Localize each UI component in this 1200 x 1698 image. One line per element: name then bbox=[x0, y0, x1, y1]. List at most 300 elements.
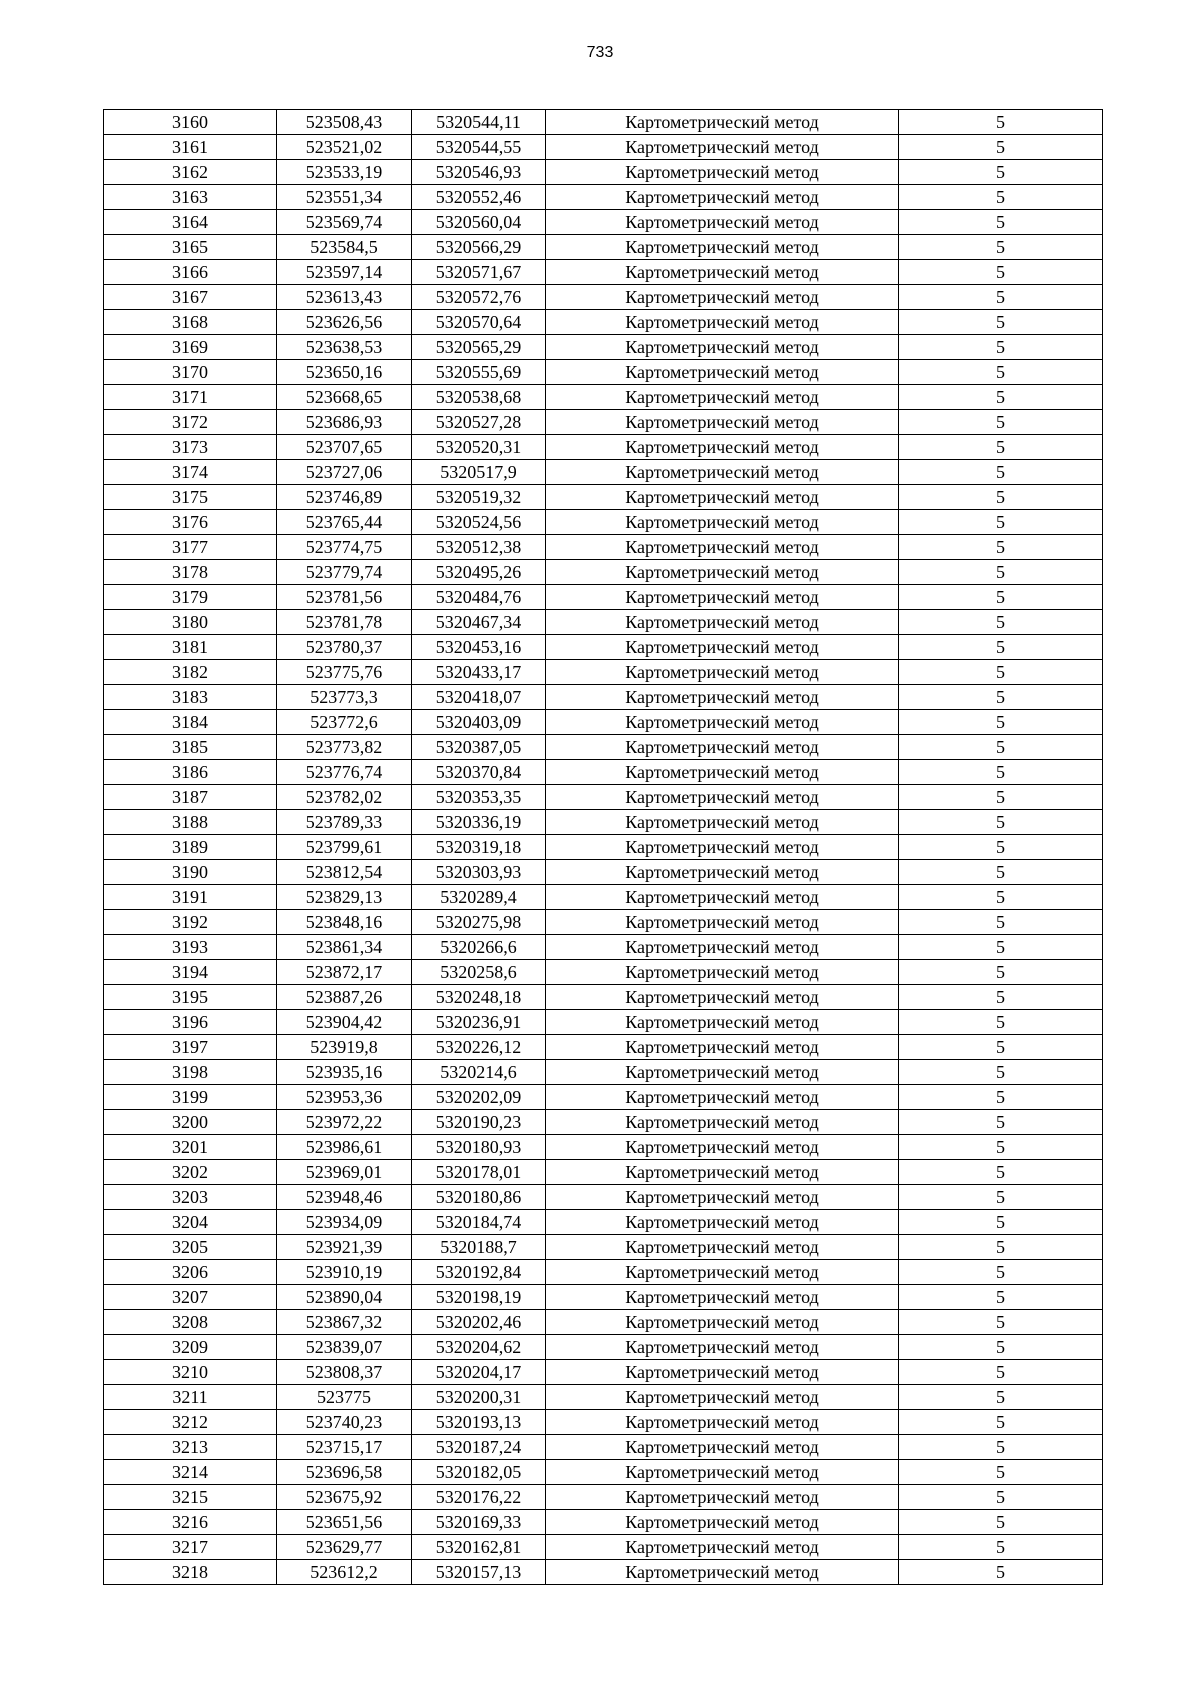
y-coordinate-cell: 5320495,26 bbox=[412, 560, 546, 585]
point-number-cell: 3181 bbox=[104, 635, 277, 660]
point-number-cell: 3170 bbox=[104, 360, 277, 385]
table-row bbox=[104, 1385, 1103, 1410]
method-cell: Картометрический метод bbox=[546, 135, 899, 160]
x-coordinate-cell: 523569,74 bbox=[277, 210, 412, 235]
method-cell: Картометрический метод bbox=[546, 335, 899, 360]
accuracy-cell: 5 bbox=[899, 810, 1103, 835]
table-row bbox=[104, 635, 1103, 660]
x-coordinate-cell: 523969,01 bbox=[277, 1160, 412, 1185]
table-row bbox=[104, 985, 1103, 1010]
accuracy-cell: 5 bbox=[899, 135, 1103, 160]
y-coordinate-cell: 5320570,64 bbox=[412, 310, 546, 335]
method-cell: Картометрический метод bbox=[546, 1285, 899, 1310]
y-coordinate-cell: 5320248,18 bbox=[412, 985, 546, 1010]
point-number-cell: 3210 bbox=[104, 1360, 277, 1385]
table-row bbox=[104, 1110, 1103, 1135]
point-number-cell: 3164 bbox=[104, 210, 277, 235]
x-coordinate-cell: 523867,32 bbox=[277, 1310, 412, 1335]
accuracy-cell: 5 bbox=[899, 1110, 1103, 1135]
y-coordinate-cell: 5320202,46 bbox=[412, 1310, 546, 1335]
y-coordinate-cell: 5320527,28 bbox=[412, 410, 546, 435]
x-coordinate-cell: 523780,37 bbox=[277, 635, 412, 660]
y-coordinate-cell: 5320214,6 bbox=[412, 1060, 546, 1085]
method-cell: Картометрический метод bbox=[546, 1560, 899, 1585]
x-coordinate-cell: 523972,22 bbox=[277, 1110, 412, 1135]
x-coordinate-cell: 523651,56 bbox=[277, 1510, 412, 1535]
table-row bbox=[104, 1310, 1103, 1335]
accuracy-cell: 5 bbox=[899, 610, 1103, 635]
point-number-cell: 3200 bbox=[104, 1110, 277, 1135]
point-number-cell: 3199 bbox=[104, 1085, 277, 1110]
x-coordinate-cell: 523953,36 bbox=[277, 1085, 412, 1110]
method-cell: Картометрический метод bbox=[546, 760, 899, 785]
point-number-cell: 3166 bbox=[104, 260, 277, 285]
method-cell: Картометрический метод bbox=[546, 1135, 899, 1160]
y-coordinate-cell: 5320200,31 bbox=[412, 1385, 546, 1410]
table-row bbox=[104, 335, 1103, 360]
x-coordinate-cell: 523789,33 bbox=[277, 810, 412, 835]
accuracy-cell: 5 bbox=[899, 1085, 1103, 1110]
y-coordinate-cell: 5320453,16 bbox=[412, 635, 546, 660]
y-coordinate-cell: 5320519,32 bbox=[412, 485, 546, 510]
x-coordinate-cell: 523668,65 bbox=[277, 385, 412, 410]
accuracy-cell: 5 bbox=[899, 685, 1103, 710]
table-row bbox=[104, 1060, 1103, 1085]
point-number-cell: 3184 bbox=[104, 710, 277, 735]
table-row bbox=[104, 1135, 1103, 1160]
y-coordinate-cell: 5320565,29 bbox=[412, 335, 546, 360]
table-row bbox=[104, 360, 1103, 385]
method-cell: Картометрический метод bbox=[546, 1210, 899, 1235]
table-row bbox=[104, 1485, 1103, 1510]
accuracy-cell: 5 bbox=[899, 935, 1103, 960]
point-number-cell: 3202 bbox=[104, 1160, 277, 1185]
point-number-cell: 3177 bbox=[104, 535, 277, 560]
table-row bbox=[104, 160, 1103, 185]
point-number-cell: 3169 bbox=[104, 335, 277, 360]
y-coordinate-cell: 5320303,93 bbox=[412, 860, 546, 885]
x-coordinate-cell: 523986,61 bbox=[277, 1135, 412, 1160]
method-cell: Картометрический метод bbox=[546, 435, 899, 460]
method-cell: Картометрический метод bbox=[546, 1485, 899, 1510]
x-coordinate-cell: 523686,93 bbox=[277, 410, 412, 435]
point-number-cell: 3194 bbox=[104, 960, 277, 985]
table-row bbox=[104, 385, 1103, 410]
accuracy-cell: 5 bbox=[899, 1510, 1103, 1535]
x-coordinate-cell: 523781,56 bbox=[277, 585, 412, 610]
method-cell: Картометрический метод bbox=[546, 385, 899, 410]
accuracy-cell: 5 bbox=[899, 410, 1103, 435]
y-coordinate-cell: 5320560,04 bbox=[412, 210, 546, 235]
accuracy-cell: 5 bbox=[899, 1060, 1103, 1085]
point-number-cell: 3209 bbox=[104, 1335, 277, 1360]
x-coordinate-cell: 523551,34 bbox=[277, 185, 412, 210]
x-coordinate-cell: 523772,6 bbox=[277, 710, 412, 735]
method-cell: Картометрический метод bbox=[546, 585, 899, 610]
table-row bbox=[104, 1435, 1103, 1460]
y-coordinate-cell: 5320162,81 bbox=[412, 1535, 546, 1560]
y-coordinate-cell: 5320566,29 bbox=[412, 235, 546, 260]
table-row bbox=[104, 960, 1103, 985]
table-row bbox=[104, 535, 1103, 560]
point-number-cell: 3216 bbox=[104, 1510, 277, 1535]
y-coordinate-cell: 5320157,13 bbox=[412, 1560, 546, 1585]
accuracy-cell: 5 bbox=[899, 885, 1103, 910]
table-row bbox=[104, 1410, 1103, 1435]
accuracy-cell: 5 bbox=[899, 335, 1103, 360]
method-cell: Картометрический метод bbox=[546, 1035, 899, 1060]
accuracy-cell: 5 bbox=[899, 260, 1103, 285]
y-coordinate-cell: 5320517,9 bbox=[412, 460, 546, 485]
table-row bbox=[104, 785, 1103, 810]
coordinates-table-body bbox=[104, 110, 1103, 1585]
method-cell: Картометрический метод bbox=[546, 285, 899, 310]
accuracy-cell: 5 bbox=[899, 960, 1103, 985]
table-row bbox=[104, 710, 1103, 735]
accuracy-cell: 5 bbox=[899, 235, 1103, 260]
accuracy-cell: 5 bbox=[899, 285, 1103, 310]
table-row bbox=[104, 660, 1103, 685]
x-coordinate-cell: 523773,3 bbox=[277, 685, 412, 710]
table-row bbox=[104, 1085, 1103, 1110]
point-number-cell: 3197 bbox=[104, 1035, 277, 1060]
x-coordinate-cell: 523782,02 bbox=[277, 785, 412, 810]
y-coordinate-cell: 5320353,35 bbox=[412, 785, 546, 810]
method-cell: Картометрический метод bbox=[546, 1185, 899, 1210]
x-coordinate-cell: 523779,74 bbox=[277, 560, 412, 585]
method-cell: Картометрический метод bbox=[546, 1435, 899, 1460]
table-row bbox=[104, 310, 1103, 335]
x-coordinate-cell: 523675,92 bbox=[277, 1485, 412, 1510]
table-row bbox=[104, 260, 1103, 285]
y-coordinate-cell: 5320555,69 bbox=[412, 360, 546, 385]
accuracy-cell: 5 bbox=[899, 1460, 1103, 1485]
accuracy-cell: 5 bbox=[899, 1560, 1103, 1585]
table-row bbox=[104, 1335, 1103, 1360]
point-number-cell: 3174 bbox=[104, 460, 277, 485]
table-row bbox=[104, 860, 1103, 885]
y-coordinate-cell: 5320512,38 bbox=[412, 535, 546, 560]
point-number-cell: 3175 bbox=[104, 485, 277, 510]
x-coordinate-cell: 523584,5 bbox=[277, 235, 412, 260]
method-cell: Картометрический метод bbox=[546, 535, 899, 560]
y-coordinate-cell: 5320184,74 bbox=[412, 1210, 546, 1235]
y-coordinate-cell: 5320180,86 bbox=[412, 1185, 546, 1210]
x-coordinate-cell: 523597,14 bbox=[277, 260, 412, 285]
method-cell: Картометрический метод bbox=[546, 1235, 899, 1260]
y-coordinate-cell: 5320192,84 bbox=[412, 1260, 546, 1285]
x-coordinate-cell: 523727,06 bbox=[277, 460, 412, 485]
method-cell: Картометрический метод bbox=[546, 1085, 899, 1110]
point-number-cell: 3204 bbox=[104, 1210, 277, 1235]
method-cell: Картометрический метод bbox=[546, 1260, 899, 1285]
method-cell: Картометрический метод bbox=[546, 810, 899, 835]
method-cell: Картометрический метод bbox=[546, 685, 899, 710]
point-number-cell: 3206 bbox=[104, 1260, 277, 1285]
y-coordinate-cell: 5320202,09 bbox=[412, 1085, 546, 1110]
point-number-cell: 3167 bbox=[104, 285, 277, 310]
y-coordinate-cell: 5320370,84 bbox=[412, 760, 546, 785]
accuracy-cell: 5 bbox=[899, 1335, 1103, 1360]
point-number-cell: 3213 bbox=[104, 1435, 277, 1460]
method-cell: Картометрический метод bbox=[546, 1335, 899, 1360]
point-number-cell: 3198 bbox=[104, 1060, 277, 1085]
accuracy-cell: 5 bbox=[899, 560, 1103, 585]
accuracy-cell: 5 bbox=[899, 860, 1103, 885]
table-row bbox=[104, 685, 1103, 710]
x-coordinate-cell: 523935,16 bbox=[277, 1060, 412, 1085]
y-coordinate-cell: 5320403,09 bbox=[412, 710, 546, 735]
table-row bbox=[104, 1260, 1103, 1285]
method-cell: Картометрический метод bbox=[546, 1510, 899, 1535]
accuracy-cell: 5 bbox=[899, 210, 1103, 235]
y-coordinate-cell: 5320198,19 bbox=[412, 1285, 546, 1310]
point-number-cell: 3201 bbox=[104, 1135, 277, 1160]
x-coordinate-cell: 523533,19 bbox=[277, 160, 412, 185]
x-coordinate-cell: 523775 bbox=[277, 1385, 412, 1410]
accuracy-cell: 5 bbox=[899, 185, 1103, 210]
point-number-cell: 3193 bbox=[104, 935, 277, 960]
table-row bbox=[104, 460, 1103, 485]
table-row bbox=[104, 1460, 1103, 1485]
x-coordinate-cell: 523812,54 bbox=[277, 860, 412, 885]
method-cell: Картометрический метод bbox=[546, 735, 899, 760]
x-coordinate-cell: 523872,17 bbox=[277, 960, 412, 985]
point-number-cell: 3208 bbox=[104, 1310, 277, 1335]
x-coordinate-cell: 523521,02 bbox=[277, 135, 412, 160]
point-number-cell: 3173 bbox=[104, 435, 277, 460]
y-coordinate-cell: 5320546,93 bbox=[412, 160, 546, 185]
table-row bbox=[104, 810, 1103, 835]
point-number-cell: 3185 bbox=[104, 735, 277, 760]
y-coordinate-cell: 5320520,31 bbox=[412, 435, 546, 460]
method-cell: Картометрический метод bbox=[546, 910, 899, 935]
table-row bbox=[104, 135, 1103, 160]
table-row bbox=[104, 910, 1103, 935]
accuracy-cell: 5 bbox=[899, 435, 1103, 460]
method-cell: Картометрический метод bbox=[546, 985, 899, 1010]
x-coordinate-cell: 523934,09 bbox=[277, 1210, 412, 1235]
y-coordinate-cell: 5320182,05 bbox=[412, 1460, 546, 1485]
accuracy-cell: 5 bbox=[899, 1410, 1103, 1435]
method-cell: Картометрический метод bbox=[546, 1410, 899, 1435]
point-number-cell: 3176 bbox=[104, 510, 277, 535]
method-cell: Картометрический метод bbox=[546, 185, 899, 210]
table-row bbox=[104, 1035, 1103, 1060]
x-coordinate-cell: 523887,26 bbox=[277, 985, 412, 1010]
accuracy-cell: 5 bbox=[899, 710, 1103, 735]
x-coordinate-cell: 523776,74 bbox=[277, 760, 412, 785]
x-coordinate-cell: 523775,76 bbox=[277, 660, 412, 685]
accuracy-cell: 5 bbox=[899, 835, 1103, 860]
y-coordinate-cell: 5320169,33 bbox=[412, 1510, 546, 1535]
method-cell: Картометрический метод bbox=[546, 785, 899, 810]
table-row bbox=[104, 1210, 1103, 1235]
table-row bbox=[104, 1535, 1103, 1560]
accuracy-cell: 5 bbox=[899, 1360, 1103, 1385]
table-row bbox=[104, 485, 1103, 510]
table-row bbox=[104, 885, 1103, 910]
y-coordinate-cell: 5320319,18 bbox=[412, 835, 546, 860]
method-cell: Картометрический метод bbox=[546, 960, 899, 985]
y-coordinate-cell: 5320467,34 bbox=[412, 610, 546, 635]
method-cell: Картометрический метод bbox=[546, 260, 899, 285]
x-coordinate-cell: 523808,37 bbox=[277, 1360, 412, 1385]
accuracy-cell: 5 bbox=[899, 1035, 1103, 1060]
y-coordinate-cell: 5320187,24 bbox=[412, 1435, 546, 1460]
method-cell: Картометрический метод bbox=[546, 635, 899, 660]
x-coordinate-cell: 523839,07 bbox=[277, 1335, 412, 1360]
table-row bbox=[104, 435, 1103, 460]
accuracy-cell: 5 bbox=[899, 310, 1103, 335]
x-coordinate-cell: 523715,17 bbox=[277, 1435, 412, 1460]
accuracy-cell: 5 bbox=[899, 160, 1103, 185]
table-row bbox=[104, 1160, 1103, 1185]
point-number-cell: 3212 bbox=[104, 1410, 277, 1435]
y-coordinate-cell: 5320484,76 bbox=[412, 585, 546, 610]
y-coordinate-cell: 5320289,4 bbox=[412, 885, 546, 910]
method-cell: Картометрический метод bbox=[546, 1535, 899, 1560]
y-coordinate-cell: 5320258,6 bbox=[412, 960, 546, 985]
y-coordinate-cell: 5320538,68 bbox=[412, 385, 546, 410]
x-coordinate-cell: 523638,53 bbox=[277, 335, 412, 360]
accuracy-cell: 5 bbox=[899, 660, 1103, 685]
accuracy-cell: 5 bbox=[899, 1210, 1103, 1235]
method-cell: Картометрический метод bbox=[546, 1310, 899, 1335]
accuracy-cell: 5 bbox=[899, 460, 1103, 485]
y-coordinate-cell: 5320188,7 bbox=[412, 1235, 546, 1260]
point-number-cell: 3186 bbox=[104, 760, 277, 785]
y-coordinate-cell: 5320544,55 bbox=[412, 135, 546, 160]
x-coordinate-cell: 523650,16 bbox=[277, 360, 412, 385]
method-cell: Картометрический метод bbox=[546, 485, 899, 510]
coordinates-table bbox=[103, 109, 1103, 1585]
table-row bbox=[104, 585, 1103, 610]
table-row bbox=[104, 610, 1103, 635]
point-number-cell: 3178 bbox=[104, 560, 277, 585]
point-number-cell: 3217 bbox=[104, 1535, 277, 1560]
method-cell: Картометрический метод bbox=[546, 860, 899, 885]
accuracy-cell: 5 bbox=[899, 585, 1103, 610]
point-number-cell: 3162 bbox=[104, 160, 277, 185]
x-coordinate-cell: 523629,77 bbox=[277, 1535, 412, 1560]
x-coordinate-cell: 523508,43 bbox=[277, 110, 412, 135]
method-cell: Картометрический метод bbox=[546, 935, 899, 960]
accuracy-cell: 5 bbox=[899, 1260, 1103, 1285]
table-row bbox=[104, 285, 1103, 310]
x-coordinate-cell: 523948,46 bbox=[277, 1185, 412, 1210]
accuracy-cell: 5 bbox=[899, 485, 1103, 510]
x-coordinate-cell: 523781,78 bbox=[277, 610, 412, 635]
method-cell: Картометрический метод bbox=[546, 610, 899, 635]
x-coordinate-cell: 523910,19 bbox=[277, 1260, 412, 1285]
accuracy-cell: 5 bbox=[899, 1135, 1103, 1160]
x-coordinate-cell: 523904,42 bbox=[277, 1010, 412, 1035]
point-number-cell: 3165 bbox=[104, 235, 277, 260]
point-number-cell: 3205 bbox=[104, 1235, 277, 1260]
accuracy-cell: 5 bbox=[899, 1535, 1103, 1560]
point-number-cell: 3203 bbox=[104, 1185, 277, 1210]
x-coordinate-cell: 523861,34 bbox=[277, 935, 412, 960]
point-number-cell: 3160 bbox=[104, 110, 277, 135]
method-cell: Картометрический метод bbox=[546, 510, 899, 535]
x-coordinate-cell: 523848,16 bbox=[277, 910, 412, 935]
method-cell: Картометрический метод bbox=[546, 1160, 899, 1185]
table-row bbox=[104, 760, 1103, 785]
x-coordinate-cell: 523890,04 bbox=[277, 1285, 412, 1310]
table-row bbox=[104, 235, 1103, 260]
accuracy-cell: 5 bbox=[899, 1235, 1103, 1260]
y-coordinate-cell: 5320418,07 bbox=[412, 685, 546, 710]
y-coordinate-cell: 5320236,91 bbox=[412, 1010, 546, 1035]
accuracy-cell: 5 bbox=[899, 735, 1103, 760]
point-number-cell: 3172 bbox=[104, 410, 277, 435]
y-coordinate-cell: 5320190,23 bbox=[412, 1110, 546, 1135]
table-row bbox=[104, 1185, 1103, 1210]
accuracy-cell: 5 bbox=[899, 985, 1103, 1010]
point-number-cell: 3218 bbox=[104, 1560, 277, 1585]
accuracy-cell: 5 bbox=[899, 635, 1103, 660]
x-coordinate-cell: 523919,8 bbox=[277, 1035, 412, 1060]
x-coordinate-cell: 523799,61 bbox=[277, 835, 412, 860]
method-cell: Картометрический метод bbox=[546, 210, 899, 235]
y-coordinate-cell: 5320275,98 bbox=[412, 910, 546, 935]
y-coordinate-cell: 5320544,11 bbox=[412, 110, 546, 135]
accuracy-cell: 5 bbox=[899, 1485, 1103, 1510]
y-coordinate-cell: 5320266,6 bbox=[412, 935, 546, 960]
y-coordinate-cell: 5320178,01 bbox=[412, 1160, 546, 1185]
method-cell: Картометрический метод bbox=[546, 1385, 899, 1410]
table-row bbox=[104, 210, 1103, 235]
x-coordinate-cell: 523707,65 bbox=[277, 435, 412, 460]
accuracy-cell: 5 bbox=[899, 385, 1103, 410]
accuracy-cell: 5 bbox=[899, 910, 1103, 935]
method-cell: Картометрический метод bbox=[546, 1360, 899, 1385]
method-cell: Картометрический метод bbox=[546, 310, 899, 335]
method-cell: Картометрический метод bbox=[546, 835, 899, 860]
x-coordinate-cell: 523696,58 bbox=[277, 1460, 412, 1485]
table-row bbox=[104, 410, 1103, 435]
table-row bbox=[104, 560, 1103, 585]
point-number-cell: 3191 bbox=[104, 885, 277, 910]
point-number-cell: 3161 bbox=[104, 135, 277, 160]
x-coordinate-cell: 523746,89 bbox=[277, 485, 412, 510]
method-cell: Картометрический метод bbox=[546, 360, 899, 385]
point-number-cell: 3196 bbox=[104, 1010, 277, 1035]
table-row bbox=[104, 185, 1103, 210]
point-number-cell: 3211 bbox=[104, 1385, 277, 1410]
table-row bbox=[104, 1010, 1103, 1035]
y-coordinate-cell: 5320336,19 bbox=[412, 810, 546, 835]
point-number-cell: 3182 bbox=[104, 660, 277, 685]
point-number-cell: 3171 bbox=[104, 385, 277, 410]
method-cell: Картометрический метод bbox=[546, 560, 899, 585]
y-coordinate-cell: 5320204,17 bbox=[412, 1360, 546, 1385]
y-coordinate-cell: 5320204,62 bbox=[412, 1335, 546, 1360]
method-cell: Картометрический метод bbox=[546, 1110, 899, 1135]
accuracy-cell: 5 bbox=[899, 1160, 1103, 1185]
point-number-cell: 3189 bbox=[104, 835, 277, 860]
y-coordinate-cell: 5320387,05 bbox=[412, 735, 546, 760]
point-number-cell: 3163 bbox=[104, 185, 277, 210]
y-coordinate-cell: 5320524,56 bbox=[412, 510, 546, 535]
point-number-cell: 3207 bbox=[104, 1285, 277, 1310]
accuracy-cell: 5 bbox=[899, 1010, 1103, 1035]
method-cell: Картометрический метод bbox=[546, 710, 899, 735]
accuracy-cell: 5 bbox=[899, 1310, 1103, 1335]
point-number-cell: 3180 bbox=[104, 610, 277, 635]
x-coordinate-cell: 523740,23 bbox=[277, 1410, 412, 1435]
